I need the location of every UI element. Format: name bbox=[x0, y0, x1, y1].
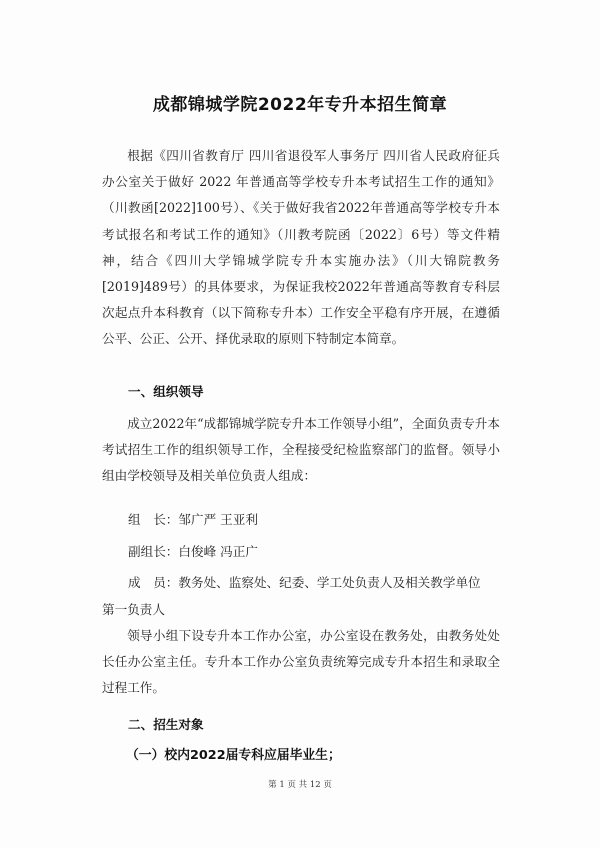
page-number-footer: 第 1 页 共 12 页 bbox=[268, 780, 332, 790]
section1-heading: 一、组织领导 bbox=[128, 384, 204, 399]
document-title: 成都锦城学院2022年专升本招生简章 bbox=[152, 95, 448, 115]
members-line-continued: 第一负责人 bbox=[102, 602, 165, 617]
intro-paragraph: 根据《四川省教育厅 四川省退役军人事务厅 四川省人民政府征兵办公室关于做好 2022 年普通高等学校专升本考试招生工作的通知》（川教函[2022]100号）、《关于做好我省2022年普通高等学校专升本考试报名和考试工作的通知》（川教考院函〔2022〕6号）等文件精神，结合《四川大学锦城学院专升本实施办法》（川大锦院教务[2019]489号）的具体要求，为保证我校2022年普通高等教育专科层次起点升本科教育（以下简称专升本）工作安全平稳有序开展，在遵循公平、公正、公开、择优录取的原则下特制定本简章。 bbox=[102, 148, 500, 347]
section1-para2-block bbox=[102, 623, 500, 702]
section1-para2: 领导小组下设专升本工作办公室，办公室设在教务处，由教务处处长任办公室主任。专升本工作办公室负责统筹完成专升本招生和录取全过程工作。 bbox=[102, 628, 500, 696]
deputy-line: 副组长：白俊峰 冯正广 bbox=[128, 544, 258, 559]
members-line: 成 员：教务处、监察处、纪委、学工处负责人及相关教学单位 bbox=[128, 575, 481, 590]
section1-para1-block bbox=[102, 411, 500, 490]
section1-para1: 成立2022年“成都锦城学院专升本工作领导小组”，全面负责专升本考试招生工作的组织领导工作，全程接受纪检监察部门的监督。领导小组由学校领导及相关单位负责人组成： bbox=[102, 416, 500, 484]
section2-sub1: （一）校内2022届专科应届毕业生； bbox=[126, 748, 341, 763]
intro-paragraph-block bbox=[102, 143, 500, 353]
section2-heading: 二、招生对象 bbox=[128, 717, 204, 732]
leader-line: 组 长：邹广严 王亚利 bbox=[128, 512, 258, 527]
